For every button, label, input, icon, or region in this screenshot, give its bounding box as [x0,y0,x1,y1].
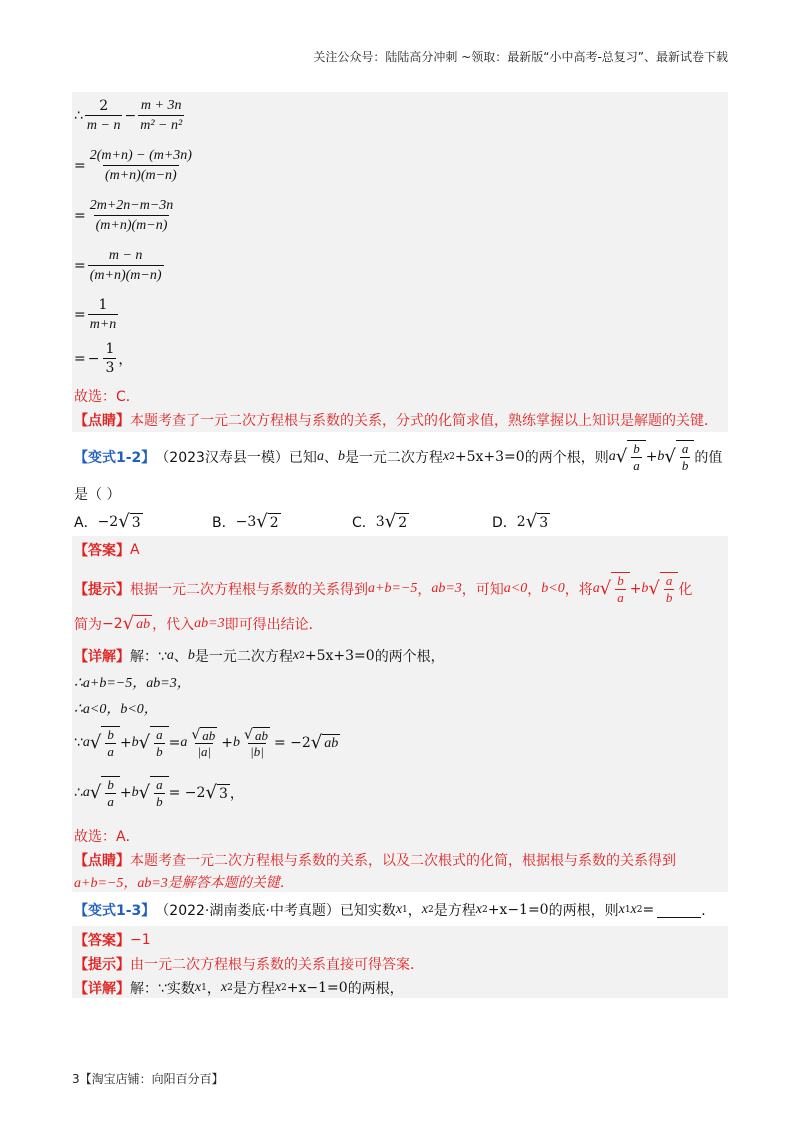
choice-text-2: 故选：A． [74,829,140,845]
detail-1-2-line3: ∵ a √ $\frac{b}{a}$ + b √ $\frac{a}{b}$ = a √ ab |a| + b √ ab |b| = −2 √ ab [74,726,339,759]
option-c[interactable]: C． 3 √ 2 [352,511,408,532]
detail-1-2-line2: ∴a<0，b<0， [74,702,158,717]
math-line-1: ∴ $\frac{2}{m - n}$ − $\frac{m + 3n}{\text{m² − n²}}$ [74,97,183,133]
math-line-3: = $\frac{2m+2n-m-3n}{(m+n)(m-n)}$ [74,198,174,233]
solution-block-1 [72,92,728,432]
math-line-2: = $\frac{2(m+n) - (m+3n)}{(m+n)(m-n)}$ [74,148,192,183]
question-1-2-stem-cont: 是（ ） [74,487,121,503]
math-line-6: = − $\frac{1}{3}$ ， [74,341,133,376]
question-1-2-stem: 【变式1-2】 （2023汉寿县一模）已知 a 、 b 是一元二次方程 x 2 +5x+3=0 的两个根，则 a √ $\frac{b}{a}$ + b √ $\frac{a}{b}$ 的值 [74,441,723,473]
answer-blank[interactable] [657,903,701,918]
math-line-4: = $\frac{m - n}{(m+n)(m-n)}$ [74,248,162,283]
answer-1-2: 【答案】 A [74,542,140,559]
answer-1-3: 【答案】 −1 [74,932,151,949]
question-1-3-stem: 【变式1-3】 （2022·湖南娄底·中考真题）已知实数 x 1 ， x 2 是方程 x 2 +x−1=0 的两根，则 x 1 x 2 = ． [74,902,716,919]
detail-1-2-line4: ∴ a √ $\frac{b}{a}$ + b √ $\frac{a}{b}$ = −2 √ 3 ， [74,777,244,809]
option-a[interactable]: A． −2 √ 3 [74,511,141,532]
page-footer: 3【淘宝店铺：向阳百分百】 [72,1072,224,1086]
hint-1-2-cont: 简为 −2 √ ab ，代入 ab=3 即可得出结论． [74,613,323,634]
math-line-5: = $\frac{1}{m+n}$ [74,297,117,332]
hint-1-3: 【提示】 由一元二次方程根与系数的关系直接可得答案． [74,957,424,973]
comment-2: 【点睛】 本题考查一元二次方程根与系数的关系，以及二次根式的化简，根据根与系数的关系得到 [74,853,676,869]
option-d[interactable]: D． 2 √ 3 [492,511,549,532]
detail-1-2-line1: ∴a+b=−5，ab=3， [74,676,191,691]
choice-text-1: 故选：C． [74,389,140,405]
comment-2-cont: a+b=−5，ab=3是解答本题的关键． [74,876,294,891]
page-header: 关注公众号：陆陆高分冲刺 ~领取：最新版“小中高考-总复习”、最新试卷下载 [313,50,728,64]
option-b[interactable]: B． −3 √ 2 [212,511,279,532]
detail-1-3: 【详解】 解：∵实数 x 1 ， x 2 是方程 x 2 +x−1=0 的两根， [74,980,404,997]
comment-1: 【点睛】 本题考查了一元二次方程根与系数的关系，分式的化简求值，熟练掌握以上知识是解题的关键． [74,413,718,429]
detail-1-2: 【详解】 解：∵ a 、 b 是一元二次方程 x 2 +5x+3=0 的两个根， [74,648,445,665]
hint-1-2: 【提示】 根据一元二次方程根与系数的关系得到 a+b=−5 ， ab=3 ，可知 a<0 ， b<0 ，将 a √ $\frac{b}{a}$ + b √ $\frac{a}{b}$ 化 [74,573,693,605]
